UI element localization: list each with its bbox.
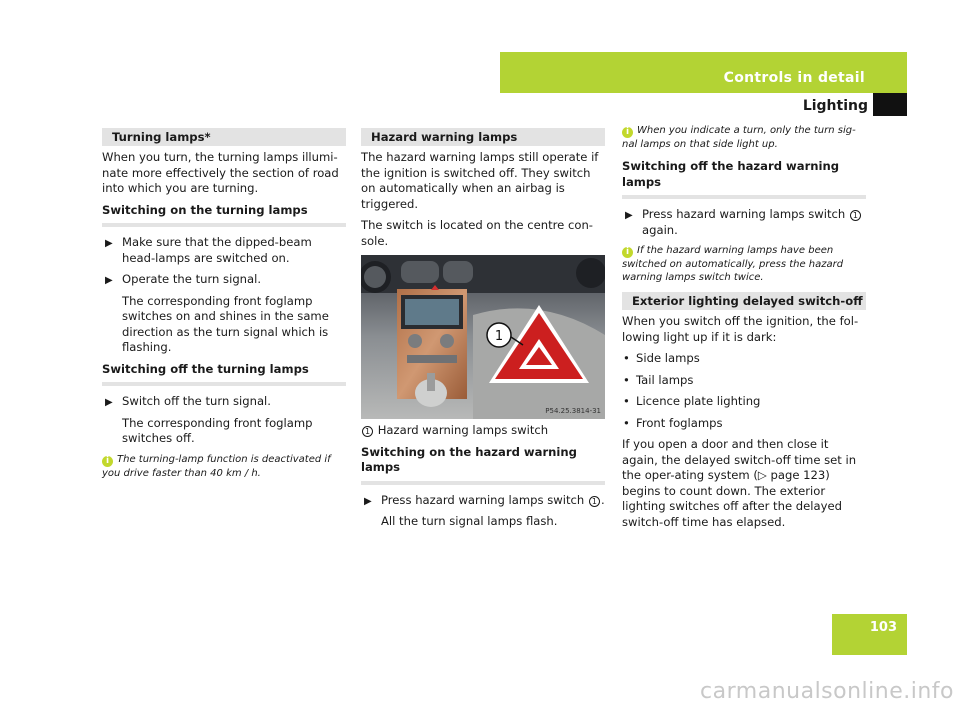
info-note	[102, 453, 346, 480]
step-text: Switch off the turn signal.	[122, 394, 271, 408]
photo-callout-label: 1	[494, 329, 504, 344]
page-number: 103	[869, 620, 897, 635]
arrow-step-icon: ▶	[105, 238, 113, 249]
switching-on-turning-heading: Switching on the turning lamps	[102, 203, 346, 228]
caption-text: Hazard warning lamps switch	[377, 423, 549, 437]
watermark: carmanualsonline.info	[700, 679, 954, 704]
chapter-title: Controls in detail	[723, 70, 865, 86]
switching-on-hazard-heading: Switching on the hazard warning lamps	[361, 445, 605, 485]
arrow-step-icon: ▶	[364, 495, 372, 507]
step-result: All the turn signal lamps flash.	[381, 514, 558, 528]
note-text: When you indicate a turn, only the turn sig-nal lamps on that side light up.	[622, 125, 856, 150]
callout-number: 1	[362, 426, 373, 437]
info-note	[622, 244, 866, 284]
note-text: If the hazard warning lamps have been switched on automatically, press the hazard warning lamps switch twice.	[622, 245, 844, 283]
section-marker	[873, 93, 907, 116]
arrow-step-icon: ▶	[105, 275, 113, 286]
page-number-box	[832, 614, 907, 655]
step-item	[102, 272, 346, 288]
hazard-lamps-heading: Hazard warning lamps	[361, 128, 605, 146]
delayed-intro: When you switch off the ignition, the fol-lowing light up if it is dark:	[622, 314, 859, 344]
column-hazard-lamps	[361, 128, 605, 536]
info-icon: i	[622, 127, 633, 138]
info-icon: i	[622, 247, 633, 258]
info-note	[622, 124, 866, 151]
bullet-dot-icon: •	[623, 394, 630, 408]
step-text: Make sure that the dipped-beam head-lamps are switched on.	[122, 235, 312, 265]
arrow-step-icon: ▶	[105, 397, 113, 408]
step-text-tail: again.	[642, 222, 678, 237]
step-item	[102, 235, 346, 266]
turning-lamps-heading: Turning lamps*	[102, 128, 346, 146]
step-item	[622, 207, 866, 238]
list-item	[622, 373, 866, 389]
dashboard-illustration	[361, 255, 605, 419]
bullet-dot-icon: •	[623, 372, 630, 387]
list-item-text: Tail lamps	[636, 372, 694, 387]
callout-number: 1	[589, 496, 600, 507]
step-text: Press hazard warning lamps switch	[642, 207, 846, 221]
column-hazard-off-and-delayed	[622, 124, 866, 536]
chapter-header-bar	[500, 52, 907, 93]
column-turning-lamps	[102, 128, 346, 488]
bullet-dot-icon: •	[623, 351, 630, 365]
step-result: The corresponding front foglamp switches on and shines in the same direction as the turn signal which is flashing.	[122, 293, 329, 354]
hazard-intro: The hazard warning lamps still operate if the ignition is switched off. They switch on automatically when an airbag is triggered.	[361, 150, 599, 211]
photo-reference-code: P54.25.3814-31	[545, 407, 601, 415]
info-icon: i	[102, 456, 113, 467]
delayed-description: If you open a door and then close it again, the delayed switch-off time set in the oper-ating system (▷ page 123) begins to count down. The exterior lighting switches off after the delayed switch-off time has elapsed.	[622, 437, 857, 529]
turning-lamps-intro: When you turn, the turning lamps illumi-nate more effectively the section of road into which you are turning.	[102, 150, 339, 195]
list-item-text: Side lamps	[636, 351, 700, 365]
list-item	[622, 351, 866, 367]
hazard-switch-photo	[361, 255, 605, 419]
delayed-switch-off-heading: Exterior lighting delayed switch-off	[622, 292, 866, 310]
step-text: Press hazard warning lamps switch	[381, 492, 585, 507]
switching-off-hazard-heading: Switching off the hazard warning lamps	[622, 159, 866, 199]
list-item	[622, 394, 866, 410]
list-item	[622, 416, 866, 432]
step-text: Operate the turn signal.	[122, 272, 262, 286]
section-title: Lighting	[802, 98, 868, 114]
note-text: The turning-lamp function is deactivated if you drive faster than 40 km / h.	[102, 453, 331, 479]
callout-number: 1	[850, 210, 861, 221]
step-item: ▶ Press hazard warning lamps switch 1 .	[361, 493, 605, 509]
list-item-text: Front foglamps	[636, 415, 723, 430]
step-item	[102, 394, 346, 410]
arrow-step-icon: ▶	[625, 210, 633, 221]
bullet-dot-icon: •	[623, 415, 630, 430]
hazard-location: The switch is located on the centre con-sole.	[361, 218, 593, 248]
list-item-text: Licence plate lighting	[636, 394, 761, 408]
switching-off-turning-heading: Switching off the turning lamps	[102, 362, 346, 387]
photo-caption	[361, 423, 605, 439]
step-result: The corresponding front foglamp switches off.	[122, 415, 313, 445]
